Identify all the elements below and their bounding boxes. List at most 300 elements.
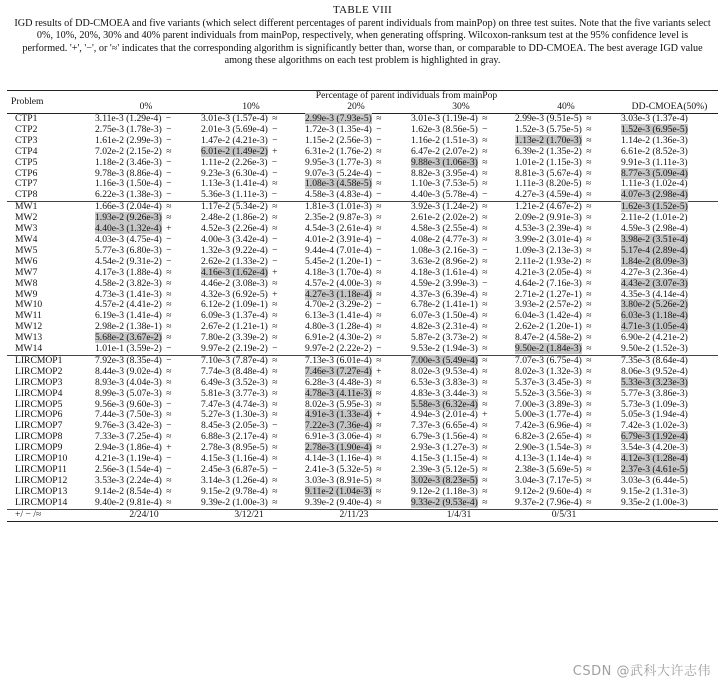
problem-name: MW3 — [15, 223, 38, 235]
significance-symbol: − — [272, 167, 278, 179]
significance-symbol: − — [166, 178, 172, 190]
igd-value: 4.13e-3 (1.14e-4) — [515, 453, 582, 465]
significance-symbol: ≈ — [586, 332, 592, 344]
problem-name: LIRCMOP14 — [15, 496, 68, 508]
problem-name: MW2 — [15, 212, 38, 224]
problem-header: Problem — [11, 95, 44, 107]
significance-symbol: − — [272, 343, 278, 355]
significance-symbol: ≈ — [376, 156, 382, 168]
significance-symbol: ≈ — [586, 387, 592, 399]
igd-value: 2.94e-3 (1.86e-4) — [95, 442, 162, 454]
group-header-text: Percentage of parent individuals from mainPop — [315, 90, 498, 102]
igd-value: 1.10e-3 (7.53e-5) — [411, 178, 478, 190]
significance-symbol: ≈ — [586, 201, 592, 213]
igd-value: 9.44e-4 (7.01e-4) — [305, 244, 372, 256]
igd-value: 2.61e-2 (2.02e-2) — [411, 212, 478, 224]
significance-symbol: − — [272, 464, 278, 475]
problem-name: CTP3 — [15, 134, 38, 146]
significance-symbol: − — [166, 343, 172, 355]
igd-value: 2.99e-3 (9.51e-5) — [515, 113, 582, 124]
summary-count: 2/24/10 — [91, 509, 197, 521]
significance-symbol: ≈ — [376, 321, 382, 333]
significance-symbol: ≈ — [376, 354, 382, 366]
significance-symbol: ≈ — [586, 233, 592, 245]
significance-symbol: + — [376, 409, 382, 421]
igd-value: 1.11e-3 (8.20e-5) — [515, 178, 582, 190]
significance-symbol: ≈ — [482, 332, 488, 344]
summary-count: 2/11/23 — [301, 509, 407, 521]
igd-value: 6.12e-2 (1.09e-1) — [201, 299, 268, 311]
igd-value: 2.38e-3 (5.69e-5) — [515, 464, 582, 475]
igd-value: 8.47e-2 (4.58e-2) — [515, 332, 582, 344]
igd-value: 1.84e-2 (8.09e-3) — [621, 255, 688, 267]
igd-value: 8.45e-3 (2.05e-3) — [201, 420, 268, 432]
igd-value: 8.02e-3 (1.32e-3) — [515, 365, 582, 377]
column-header: 30% — [452, 101, 470, 113]
significance-symbol: ≈ — [376, 201, 382, 213]
igd-value: 3.54e-3 (4.20e-3) — [621, 442, 688, 454]
igd-value: 6.78e-2 (1.41e-1) — [411, 299, 478, 311]
significance-symbol: ≈ — [376, 145, 382, 157]
igd-value: 4.15e-3 (1.15e-4) — [411, 453, 478, 465]
igd-value: 6.79e-3 (1.92e-4) — [621, 431, 688, 443]
igd-value: 6.01e-2 (1.49e-2) — [201, 145, 268, 157]
significance-symbol: ≈ — [586, 288, 592, 300]
significance-symbol: ≈ — [272, 212, 278, 224]
igd-value: 9.23e-3 (6.30e-4) — [201, 167, 268, 179]
column-header: 0% — [139, 101, 153, 113]
significance-symbol: − — [482, 123, 488, 135]
igd-value: 3.99e-2 (3.01e-4) — [515, 233, 582, 245]
igd-value: 6.88e-3 (2.17e-4) — [201, 431, 268, 443]
igd-value: 4.14e-3 (1.16e-4) — [305, 453, 372, 465]
significance-symbol: ≈ — [586, 134, 592, 146]
significance-symbol: ≈ — [586, 212, 592, 224]
significance-symbol: ≈ — [482, 474, 488, 486]
significance-symbol: ≈ — [376, 212, 382, 224]
igd-value: 3.98e-2 (3.51e-4) — [621, 233, 688, 245]
igd-value: 6.07e-3 (1.50e-4) — [411, 310, 478, 322]
problem-name: LIRCMOP5 — [15, 398, 63, 410]
igd-value: 6.49e-3 (3.52e-3) — [201, 376, 268, 388]
column-header-row — [7, 102, 718, 114]
significance-symbol: ≈ — [166, 387, 172, 399]
significance-symbol: ≈ — [482, 354, 488, 366]
igd-value: 9.12e-2 (1.18e-3) — [411, 485, 478, 497]
significance-symbol: ≈ — [166, 431, 172, 443]
result-cell — [301, 279, 407, 290]
igd-value: 3.63e-2 (8.96e-2) — [411, 255, 478, 267]
igd-value: 6.53e-3 (3.83e-3) — [411, 376, 478, 388]
significance-symbol: ≈ — [482, 233, 488, 245]
significance-symbol: ≈ — [482, 431, 488, 443]
significance-symbol: ≈ — [272, 387, 278, 399]
igd-value: 6.31e-2 (1.76e-2) — [305, 145, 372, 157]
igd-value: 4.40e-3 (5.78e-4) — [411, 189, 478, 201]
igd-value: 7.00e-3 (3.89e-3) — [515, 398, 582, 410]
igd-value: 4.18e-3 (1.61e-4) — [411, 266, 478, 278]
igd-value: 1.08e-3 (2.16e-3) — [411, 244, 478, 256]
result-cell — [197, 344, 301, 355]
igd-value: 1.01e-1 (3.59e-2) — [95, 343, 162, 355]
igd-value: 1.15e-2 (2.56e-3) — [305, 134, 372, 146]
igd-value: 3.92e-3 (1.24e-2) — [411, 201, 478, 213]
igd-value: 4.83e-3 (3.44e-3) — [411, 387, 478, 399]
significance-symbol: ≈ — [586, 365, 592, 377]
problem-name: LIRCMOP10 — [15, 453, 68, 465]
problem-name: CTP1 — [15, 113, 38, 124]
significance-symbol: ≈ — [376, 442, 382, 454]
significance-symbol: ≈ — [482, 310, 488, 322]
significance-symbol: ≈ — [586, 354, 592, 366]
problem-name: MW4 — [15, 233, 38, 245]
problem-name: MW10 — [15, 299, 43, 311]
problem-name: LIRCMOP6 — [15, 409, 63, 421]
igd-value: 6.61e-2 (8.52e-3) — [621, 145, 688, 157]
igd-value: 6.47e-2 (2.07e-2) — [411, 145, 478, 157]
significance-symbol: ≈ — [166, 332, 172, 344]
igd-value: 4.17e-3 (1.88e-4) — [95, 266, 162, 278]
significance-symbol: ≈ — [376, 223, 382, 235]
significance-symbol: ≈ — [586, 299, 592, 311]
igd-value: 2.37e-3 (4.61e-5) — [621, 464, 688, 475]
significance-symbol: + — [166, 223, 172, 235]
significance-symbol: ≈ — [586, 343, 592, 355]
igd-value: 4.35e-3 (4.14e-4) — [621, 288, 688, 300]
significance-symbol: ≈ — [376, 376, 382, 388]
igd-value: 2.48e-2 (1.86e-2) — [201, 212, 268, 224]
igd-value: 2.35e-2 (9.87e-3) — [305, 212, 372, 224]
significance-symbol: ≈ — [586, 189, 592, 201]
igd-value: 9.15e-2 (1.31e-3) — [621, 485, 688, 497]
igd-value: 9.78e-3 (8.86e-4) — [95, 167, 162, 179]
igd-value: 5.58e-3 (6.32e-4) — [411, 398, 478, 410]
igd-value: 4.94e-3 (2.01e-4) — [411, 409, 478, 421]
significance-symbol: ≈ — [482, 201, 488, 213]
significance-symbol: ≈ — [586, 223, 592, 235]
igd-value: 9.76e-3 (3.42e-3) — [95, 420, 162, 432]
significance-symbol: ≈ — [482, 255, 488, 267]
significance-symbol: ≈ — [272, 310, 278, 322]
igd-value: 4.07e-3 (2.98e-4) — [621, 189, 688, 201]
significance-symbol: ≈ — [376, 266, 382, 278]
significance-symbol: ≈ — [586, 453, 592, 465]
significance-symbol: − — [166, 244, 172, 256]
igd-value: 4.59e-3 (2.98e-4) — [621, 223, 688, 235]
igd-value: 1.13e-3 (1.41e-4) — [201, 178, 268, 190]
significance-symbol: ≈ — [482, 178, 488, 190]
igd-value: 5.68e-2 (3.67e-2) — [95, 332, 162, 344]
significance-symbol: ≈ — [166, 485, 172, 497]
significance-symbol: − — [272, 244, 278, 256]
igd-value: 3.04e-3 (7.17e-5) — [515, 474, 582, 486]
group-header — [91, 91, 718, 103]
result-cell — [511, 344, 617, 355]
igd-value: 2.62e-2 (1.33e-2) — [201, 255, 268, 267]
significance-symbol: ≈ — [482, 485, 488, 497]
significance-symbol: ≈ — [482, 420, 488, 432]
igd-value: 8.93e-3 (4.04e-3) — [95, 376, 162, 388]
significance-symbol: ≈ — [586, 310, 592, 322]
igd-value: 1.93e-2 (9.26e-3) — [95, 212, 162, 224]
igd-value: 9.37e-2 (7.96e-4) — [515, 496, 582, 508]
igd-value: 7.42e-3 (1.02e-3) — [621, 420, 688, 432]
igd-value: 1.08e-3 (4.58e-5) — [305, 178, 372, 190]
igd-value: 2.56e-3 (1.54e-4) — [95, 464, 162, 475]
igd-value: 7.00e-3 (5.49e-4) — [411, 354, 478, 366]
significance-symbol: ≈ — [166, 266, 172, 278]
result-cell — [301, 190, 407, 201]
significance-symbol: ≈ — [585, 255, 592, 267]
igd-value: 1.66e-3 (2.04e-4) — [95, 201, 162, 213]
igd-value: 6.22e-3 (1.38e-3) — [95, 189, 162, 201]
significance-symbol: ≈ — [586, 376, 592, 388]
result-cell — [617, 344, 718, 355]
significance-symbol: ≈ — [586, 266, 592, 278]
igd-value: 1.47e-2 (4.21e-3) — [201, 134, 268, 146]
significance-symbol: − — [166, 420, 172, 432]
igd-value: 6.82e-3 (2.65e-4) — [515, 431, 582, 443]
result-cell — [617, 158, 718, 169]
igd-value: 4.70e-2 (3.29e-2) — [305, 299, 372, 311]
igd-value: 8.99e-3 (5.07e-3) — [95, 387, 162, 399]
igd-value: 3.80e-2 (5.26e-2) — [621, 299, 688, 311]
significance-symbol: ≈ — [376, 464, 382, 475]
igd-value: 2.09e-2 (9.91e-3) — [515, 212, 582, 224]
igd-value: 4.57e-2 (4.41e-2) — [95, 299, 162, 311]
igd-value: 4.73e-3 (1.41e-3) — [95, 288, 162, 300]
problem-name: CTP4 — [15, 145, 38, 157]
igd-value: 1.18e-2 (3.46e-3) — [95, 156, 162, 168]
igd-value: 4.82e-3 (2.31e-4) — [411, 321, 478, 333]
significance-symbol: ≈ — [272, 321, 278, 333]
significance-symbol: − — [376, 255, 382, 267]
igd-value: 7.44e-3 (7.50e-3) — [95, 409, 162, 421]
result-cell — [617, 268, 718, 279]
igd-value: 5.36e-3 (1.11e-3) — [201, 189, 268, 201]
significance-symbol: − — [166, 123, 172, 135]
significance-symbol: ≈ — [482, 496, 488, 508]
significance-symbol: − — [376, 167, 382, 179]
igd-value: 9.56e-3 (9.60e-3) — [95, 398, 162, 410]
significance-symbol: ≈ — [482, 321, 488, 333]
significance-symbol: − — [165, 113, 172, 124]
igd-value: 1.62e-3 (1.52e-5) — [621, 201, 688, 213]
significance-symbol: ≈ — [166, 409, 172, 421]
igd-value: 8.02e-3 (9.53e-4) — [411, 365, 478, 377]
igd-value: 4.01e-2 (3.91e-4) — [305, 233, 372, 245]
igd-value: 5.81e-3 (3.77e-3) — [201, 387, 268, 399]
significance-symbol: ≈ — [482, 223, 488, 235]
significance-symbol: − — [166, 167, 172, 179]
result-cell — [407, 147, 511, 158]
igd-value: 7.74e-3 (8.48e-4) — [201, 365, 268, 377]
significance-symbol: ≈ — [376, 398, 382, 410]
igd-value: 8.82e-3 (3.95e-4) — [411, 167, 478, 179]
significance-symbol: ≈ — [482, 365, 488, 377]
problem-name: MW12 — [15, 321, 43, 333]
result-cell — [197, 498, 301, 509]
significance-symbol: ≈ — [585, 178, 592, 190]
significance-symbol: ≈ — [482, 113, 488, 124]
igd-value: 1.32e-3 (9.22e-4) — [201, 244, 268, 256]
igd-value: 4.08e-2 (4.77e-3) — [411, 233, 478, 245]
significance-symbol: ≈ — [376, 277, 382, 289]
significance-symbol: − — [272, 420, 278, 432]
igd-value: 1.72e-3 (1.35e-4) — [305, 123, 372, 135]
igd-value: 9.97e-2 (2.22e-2) — [305, 343, 372, 355]
significance-symbol: ≈ — [375, 387, 382, 399]
column-header: 40% — [557, 101, 575, 113]
igd-value: 4.78e-3 (4.11e-3) — [305, 387, 372, 399]
igd-value: 4.03e-3 (4.75e-4) — [95, 233, 162, 245]
result-cell — [617, 190, 718, 201]
igd-value: 2.11e-2 (1.01e-2) — [621, 212, 688, 224]
significance-symbol: + — [272, 145, 278, 157]
igd-value: 6.91e-3 (3.06e-4) — [305, 431, 372, 443]
significance-symbol: ≈ — [166, 376, 172, 388]
igd-value: 4.53e-3 (2.39e-4) — [515, 223, 582, 235]
significance-symbol: ≈ — [272, 332, 278, 344]
significance-symbol: − — [166, 464, 172, 475]
igd-value: 5.05e-3 (1.94e-4) — [621, 409, 688, 421]
igd-value: 1.01e-2 (1.15e-3) — [515, 156, 582, 168]
significance-symbol: ≈ — [166, 212, 172, 224]
significance-symbol: ≈ — [482, 299, 488, 311]
igd-value: 2.98e-2 (1.38e-1) — [95, 321, 162, 333]
significance-symbol: ≈ — [482, 376, 488, 388]
significance-symbol: ≈ — [482, 266, 488, 278]
igd-value: 2.45e-3 (6.87e-5) — [201, 464, 268, 475]
problem-name: LIRCMOP8 — [15, 431, 63, 443]
result-cell — [407, 389, 511, 400]
significance-symbol: ≈ — [272, 223, 278, 235]
significance-symbol: ≈ — [376, 178, 382, 190]
problem-name: CTP7 — [15, 178, 38, 190]
significance-symbol: ≈ — [482, 134, 488, 146]
significance-symbol: ≈ — [272, 442, 278, 454]
significance-symbol: ≈ — [376, 420, 382, 432]
significance-symbol: + — [272, 266, 278, 278]
igd-value: 3.93e-2 (2.57e-2) — [515, 299, 582, 311]
igd-value: 1.16e-3 (1.50e-4) — [95, 178, 162, 190]
significance-symbol: − — [376, 343, 382, 355]
significance-symbol: ≈ — [272, 431, 278, 443]
igd-value: 4.32e-3 (6.92e-5) — [201, 288, 268, 300]
igd-value: 4.00e-3 (3.42e-4) — [201, 233, 268, 245]
igd-value: 8.06e-3 (9.52e-4) — [621, 365, 688, 377]
igd-value: 9.97e-2 (2.19e-2) — [201, 343, 268, 355]
igd-value: 6.79e-3 (1.56e-4) — [411, 431, 478, 443]
igd-value: 2.93e-3 (1.27e-3) — [411, 442, 478, 454]
significance-symbol: ≈ — [482, 442, 488, 454]
igd-value: 4.40e-3 (1.32e-4) — [95, 223, 162, 235]
igd-value: 8.77e-3 (5.09e-4) — [621, 167, 688, 179]
significance-symbol: − — [376, 233, 382, 245]
igd-value: 4.54e-3 (2.61e-4) — [305, 223, 372, 235]
igd-value: 7.02e-2 (2.15e-2) — [95, 145, 162, 157]
significance-symbol: ≈ — [272, 398, 278, 410]
column-header: 20% — [347, 101, 365, 113]
igd-value: 7.42e-3 (6.96e-4) — [515, 420, 582, 432]
igd-value: 1.61e-2 (2.99e-3) — [95, 134, 162, 146]
problem-name: MW14 — [15, 343, 43, 355]
significance-symbol: − — [272, 134, 278, 146]
igd-value: 6.04e-3 (1.42e-4) — [515, 310, 582, 322]
problem-name: MW1 — [7, 202, 91, 213]
table-row — [7, 344, 718, 355]
significance-symbol: ≈ — [166, 277, 172, 289]
igd-value: 2.90e-3 (1.54e-3) — [515, 442, 582, 454]
igd-value: 5.37e-3 (3.45e-3) — [515, 376, 582, 388]
igd-value: 2.78e-3 (8.95e-5) — [201, 442, 268, 454]
column-header: 10% — [242, 101, 260, 113]
result-cell — [301, 498, 407, 509]
igd-value: 2.75e-3 (1.78e-3) — [95, 123, 162, 135]
significance-symbol: ≈ — [586, 496, 592, 508]
significance-symbol: − — [166, 134, 172, 146]
igd-value: 9.50e-2 (1.52e-3) — [621, 343, 688, 355]
problem-name: LIRCMOP9 — [15, 442, 63, 454]
table-number: TABLE VIII — [332, 4, 393, 16]
significance-symbol: + — [376, 365, 382, 377]
significance-symbol: − — [482, 189, 488, 201]
igd-value: 5.77e-3 (3.86e-3) — [621, 387, 688, 399]
significance-symbol: ≈ — [272, 365, 278, 377]
significance-symbol: ≈ — [586, 409, 592, 421]
igd-value: 7.13e-3 (6.01e-4) — [305, 354, 372, 366]
igd-value: 6.91e-2 (4.30e-2) — [305, 332, 372, 344]
igd-value: 9.91e-3 (1.11e-3) — [621, 156, 688, 168]
significance-symbol: − — [482, 244, 488, 256]
watermark: CSDN @武科大许志伟 — [572, 664, 711, 679]
significance-symbol: ≈ — [272, 485, 278, 497]
significance-symbol: − — [166, 156, 172, 168]
igd-value: 1.09e-3 (2.13e-3) — [515, 244, 582, 256]
igd-value: 2.01e-3 (5.69e-4) — [201, 123, 268, 135]
problem-name: LIRCMOP7 — [15, 420, 63, 432]
caption-text: IGD results of DD-CMOEA and five variants (which select different percentages of parent individuals from mainPop) on three test suites. Note that the five variants select 0%, 10%, 20%, 30% and 40% parent individuals from mainPop, respectively, when generating offspring. Wilcoxon-ranksum test at the 95% confidence level is performed. '+', '−', or '≈' indicates that the corresponding algorithm is significantly better than, worse than, or comparable to DD-CMOEA. The best average IGD value among these algorithms on each test problem is highlighted in gray. — [14, 18, 711, 67]
igd-value: 2.67e-2 (1.21e-1) — [201, 321, 268, 333]
significance-symbol: ≈ — [375, 485, 382, 497]
igd-value: 5.77e-3 (6.80e-3) — [95, 244, 162, 256]
igd-value: 4.54e-2 (9.31e-2) — [95, 255, 162, 267]
significance-symbol: ≈ — [166, 288, 172, 300]
igd-value: 7.46e-3 (7.27e-4) — [305, 365, 372, 377]
summary-count: 0/5/31 — [511, 509, 617, 521]
igd-value: 8.44e-3 (9.02e-4) — [95, 365, 162, 377]
igd-value: 7.80e-2 (3.39e-2) — [201, 332, 268, 344]
igd-value: 9.53e-2 (1.94e-3) — [411, 343, 478, 355]
significance-symbol: ≈ — [482, 212, 488, 224]
significance-symbol: ≈ — [482, 453, 488, 465]
significance-symbol: ≈ — [586, 123, 592, 135]
significance-symbol: − — [166, 233, 172, 245]
significance-symbol: ≈ — [586, 464, 592, 475]
igd-value: 3.03e-3 (1.37e-4) — [621, 113, 688, 124]
result-cell — [91, 344, 197, 355]
significance-symbol: ≈ — [272, 453, 278, 465]
significance-symbol: ≈ — [272, 277, 278, 289]
significance-symbol: ≈ — [376, 474, 382, 486]
summary-count — [617, 509, 718, 521]
igd-value: 7.92e-3 (8.35e-4) — [95, 354, 162, 366]
igd-value: 7.47e-3 (4.74e-3) — [201, 398, 268, 410]
summary-count: 3/12/21 — [197, 509, 301, 521]
igd-value: 9.40e-2 (9.81e-4) — [95, 496, 162, 508]
significance-symbol: ≈ — [166, 201, 172, 213]
igd-value: 1.14e-2 (1.36e-3) — [621, 134, 688, 146]
